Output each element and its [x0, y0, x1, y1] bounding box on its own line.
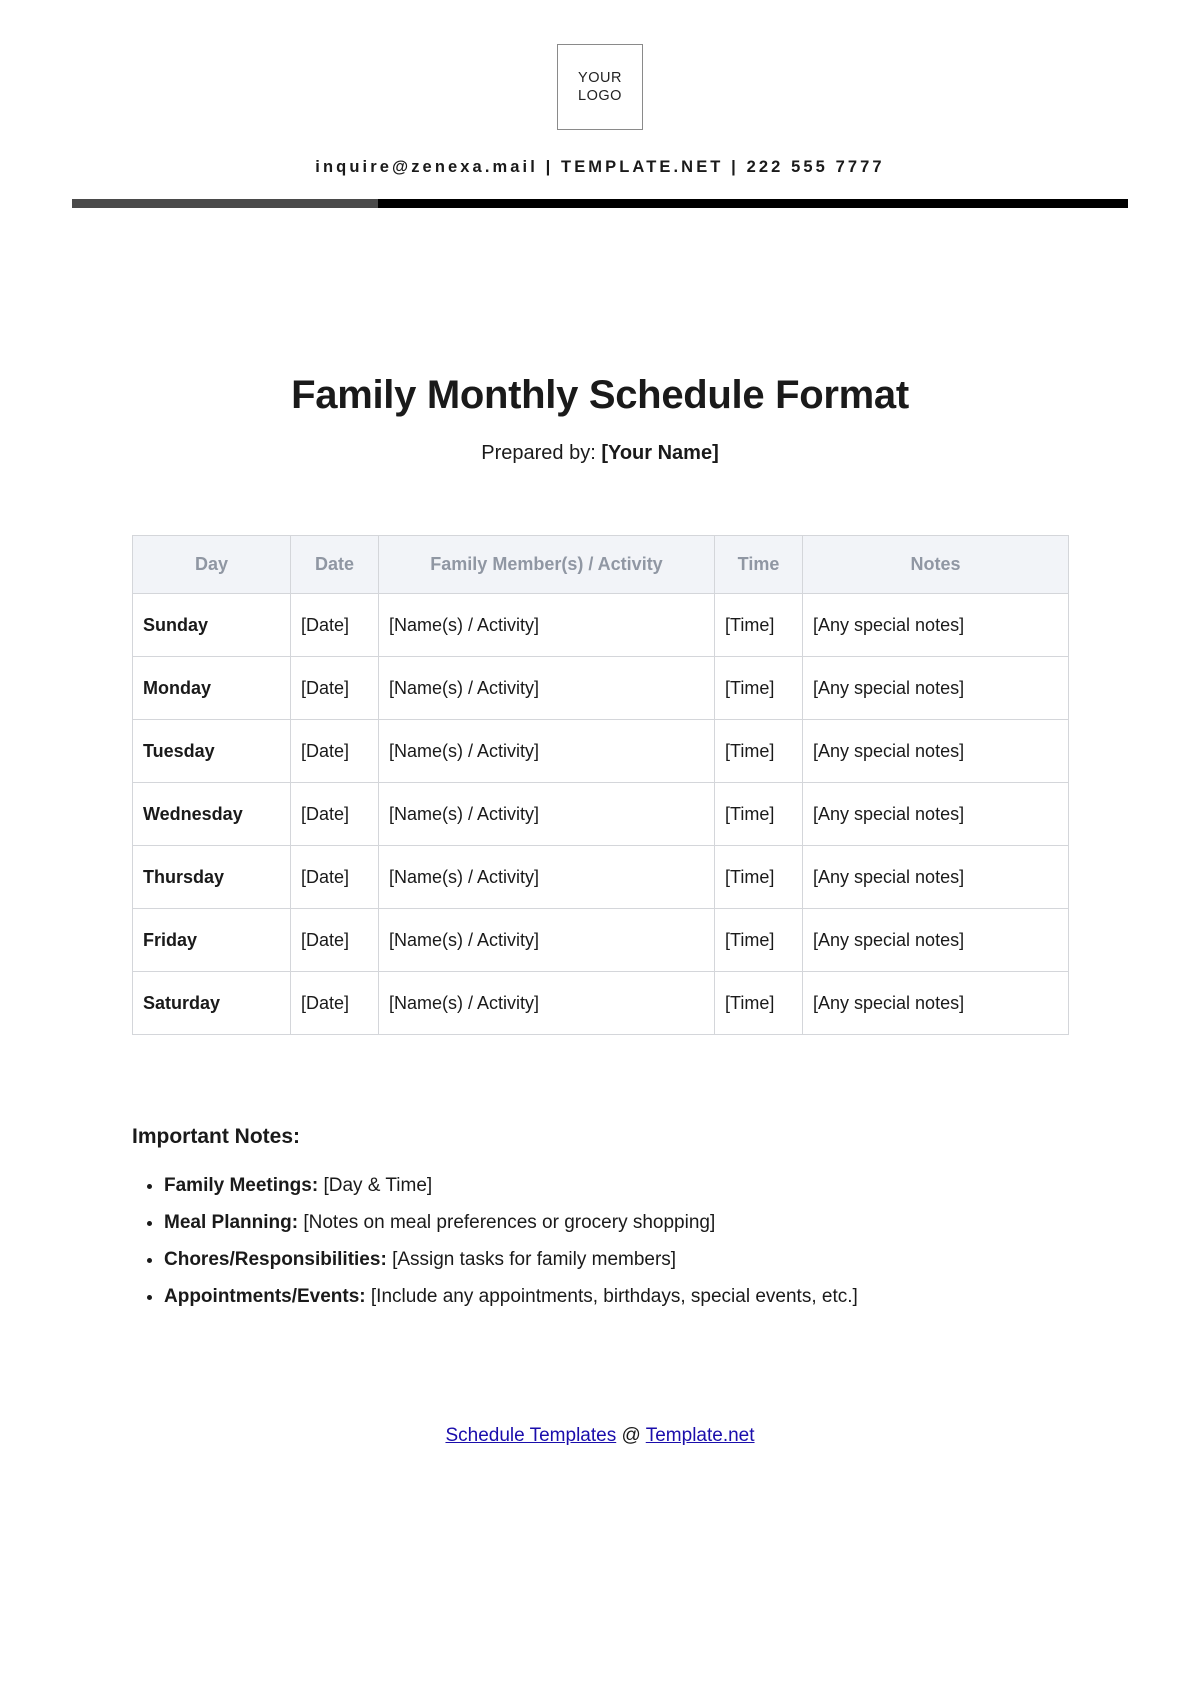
cell-day: Monday: [133, 657, 291, 720]
table-row: [133, 720, 1069, 783]
cell-time[interactable]: [Time]: [715, 846, 803, 909]
cell-day: Wednesday: [133, 783, 291, 846]
list-item: [164, 1278, 1068, 1315]
cell-activity[interactable]: [Name(s) / Activity]: [379, 909, 715, 972]
cell-notes[interactable]: [Any special notes]: [803, 783, 1069, 846]
cell-notes[interactable]: [Any special notes]: [803, 972, 1069, 1035]
cell-notes[interactable]: [Any special notes]: [803, 720, 1069, 783]
cell-activity[interactable]: [Name(s) / Activity]: [379, 594, 715, 657]
header-divider-right: [378, 199, 1128, 208]
prepared-by-value: [Your Name]: [601, 442, 719, 464]
page-title: Family Monthly Schedule Format: [291, 373, 909, 417]
note-value[interactable]: [Day & Time]: [323, 1175, 433, 1196]
cell-time[interactable]: [Time]: [715, 783, 803, 846]
list-item: [164, 1167, 1068, 1204]
cell-time[interactable]: [Time]: [715, 909, 803, 972]
column-header-day: Day: [133, 536, 291, 594]
important-notes-list: [132, 1167, 1068, 1315]
cell-time[interactable]: [Time]: [715, 972, 803, 1035]
cell-time[interactable]: [Time]: [715, 657, 803, 720]
note-value[interactable]: [Notes on meal preferences or grocery shopping]: [303, 1212, 716, 1234]
cell-activity[interactable]: [Name(s) / Activity]: [379, 846, 715, 909]
cell-date[interactable]: [Date]: [291, 972, 379, 1035]
schedule-templates-link[interactable]: Schedule Templates: [445, 1425, 617, 1447]
cell-activity[interactable]: [Name(s) / Activity]: [379, 720, 715, 783]
cell-notes[interactable]: [Any special notes]: [803, 846, 1069, 909]
table-row: [133, 657, 1069, 720]
cell-date[interactable]: [Date]: [291, 720, 379, 783]
footer: [0, 1425, 1200, 1447]
logo-container: [0, 0, 1200, 130]
cell-day: Sunday: [133, 594, 291, 657]
prepared-by-label: Prepared by:: [481, 442, 596, 464]
template-net-link[interactable]: Template.net: [645, 1425, 755, 1447]
table-row: [133, 909, 1069, 972]
cell-date[interactable]: [Date]: [291, 783, 379, 846]
column-header-activity: Family Member(s) / Activity: [379, 536, 715, 594]
cell-day: Friday: [133, 909, 291, 972]
column-header-time: Time: [715, 536, 803, 594]
table-row: [133, 594, 1069, 657]
cell-date[interactable]: [Date]: [291, 594, 379, 657]
header-divider-left: [72, 199, 378, 208]
note-label: Chores/Responsibilities:: [164, 1249, 387, 1271]
cell-activity[interactable]: [Name(s) / Activity]: [379, 657, 715, 720]
cell-time[interactable]: [Time]: [715, 720, 803, 783]
column-header-notes: Notes: [803, 536, 1069, 594]
cell-day: Saturday: [133, 972, 291, 1035]
contact-info: inquire@zenexa.mail | TEMPLATE.NET | 222 555 7777: [315, 158, 885, 176]
cell-notes[interactable]: [Any special notes]: [803, 594, 1069, 657]
note-value[interactable]: [Include any appointments, birthdays, special events, etc.]: [370, 1286, 858, 1308]
important-notes-section: [132, 1125, 1068, 1315]
schedule-table: [132, 535, 1069, 1035]
schedule-table-container: [132, 535, 1068, 1035]
cell-time[interactable]: [Time]: [715, 594, 803, 657]
cell-activity[interactable]: [Name(s) / Activity]: [379, 783, 715, 846]
table-row: [133, 783, 1069, 846]
logo-line-2: LOGO: [578, 88, 622, 104]
note-label: Appointments/Events:: [164, 1286, 366, 1308]
table-header-row: [133, 536, 1069, 594]
list-item: [164, 1204, 1068, 1241]
cell-date[interactable]: [Date]: [291, 909, 379, 972]
table-row: [133, 846, 1069, 909]
cell-notes[interactable]: [Any special notes]: [803, 909, 1069, 972]
cell-notes[interactable]: [Any special notes]: [803, 657, 1069, 720]
cell-date[interactable]: [Date]: [291, 657, 379, 720]
list-item: [164, 1241, 1068, 1278]
note-value[interactable]: [Assign tasks for family members]: [392, 1249, 677, 1271]
logo-line-1: YOUR: [578, 69, 622, 86]
your-logo-placeholder: [557, 44, 643, 130]
prepared-by: [0, 442, 1200, 465]
note-label: Family Meetings:: [164, 1175, 319, 1196]
table-row: [133, 972, 1069, 1035]
header-divider: [0, 199, 1200, 208]
footer-separator: @: [616, 1425, 646, 1447]
cell-day: Thursday: [133, 846, 291, 909]
cell-date[interactable]: [Date]: [291, 846, 379, 909]
important-notes-heading: Important Notes:: [132, 1125, 300, 1148]
column-header-date: Date: [291, 536, 379, 594]
note-label: Meal Planning:: [164, 1212, 299, 1234]
cell-day: Tuesday: [133, 720, 291, 783]
cell-activity[interactable]: [Name(s) / Activity]: [379, 972, 715, 1035]
